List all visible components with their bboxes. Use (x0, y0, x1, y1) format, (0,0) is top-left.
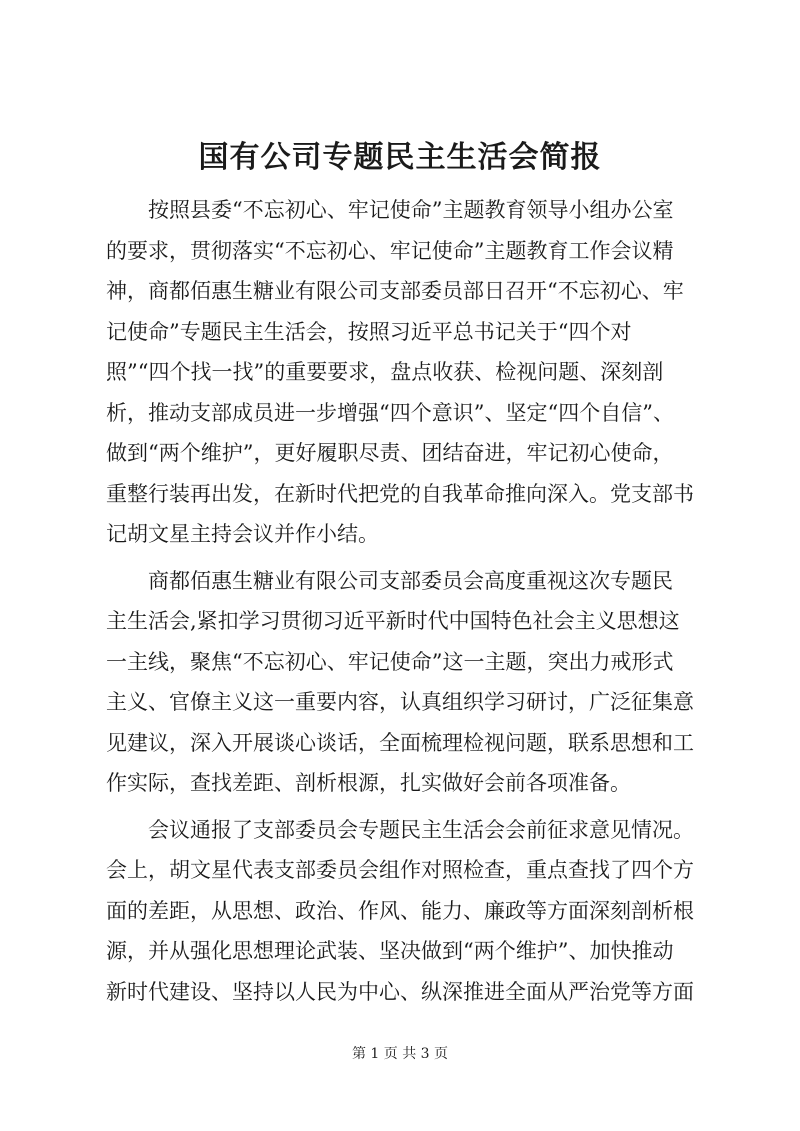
paragraph-line: 按照县委“不忘初心、牢记使命”主题教育领导小组办公室 (148, 198, 674, 222)
paragraph-line: 析，推动支部成员进一步增强“四个意识”、坚定“四个自信”、 (106, 400, 674, 425)
page-footer: 第 1 页 共 3 页 (351, 1046, 449, 1062)
paragraph-line: 商都佰惠生糖业有限公司支部委员会高度重视这次专题民 (148, 568, 673, 593)
paragraph-line: 新时代建设、坚持以人民为中心、纵深推进全面从严治党等方面 (106, 979, 694, 1004)
paragraph-line: 神，商都佰惠生糖业有限公司支部委员部日召开“不忘初心、牢 (106, 279, 684, 303)
paragraph-line: 做到“两个维护”，更好履职尽责、团结奋进，牢记初心使命， (106, 441, 674, 465)
paragraph-line: 记使命”专题民主生活会，按照习近平总书记关于“四个对 (106, 319, 632, 344)
paragraph-line: 的要求，贯彻落实“不忘初心、牢记使命”主题教育工作会议精 (106, 238, 674, 263)
paragraph-line: 源，并从强化思想理论武装、坚决做到“两个维护”、加快推动 (106, 939, 674, 963)
paragraph-line: 会上，胡文星代表支部委员会组作对照检查，重点查找了四个方 (106, 858, 694, 882)
paragraph-line: 重整行装再出发，在新时代把党的自我革命推向深入。党支部书 (106, 481, 694, 506)
paragraph-line: 主生活会,紧扣学习贯彻习近平新时代中国特色社会主义思想这 (106, 609, 680, 633)
paragraph-line: 一主线，聚焦“不忘初心、牢记使命”这一主题，突出力戒形式 (106, 649, 674, 674)
paragraph-line: 面的差距，从思想、政治、作风、能力、廉政等方面深刻剖析根 (106, 898, 694, 923)
paragraph-line: 主义、官僚主义这一重要内容，认真组织学习研讨，广泛征集意 (106, 690, 694, 714)
paragraph-line: 记胡文星主持会议并作小结。 (106, 522, 379, 546)
paragraph-line: 见建议，深入开展谈心谈话，全面梳理检视问题，联系思想和工 (106, 730, 694, 755)
paragraph-line: 作实际，查找差距、剖析根源，扎实做好会前各项准备。 (106, 771, 631, 795)
page-title: 国有公司专题民主生活会简报 (198, 140, 602, 175)
paragraph-line: 照”“四个找一找”的重要要求，盘点收获、检视问题、深刻剖 (106, 360, 664, 384)
paragraph-line: 会议通报了支部委员会专题民主生活会会前征求意见情况。 (148, 817, 694, 842)
document-body (106, 190, 701, 1012)
